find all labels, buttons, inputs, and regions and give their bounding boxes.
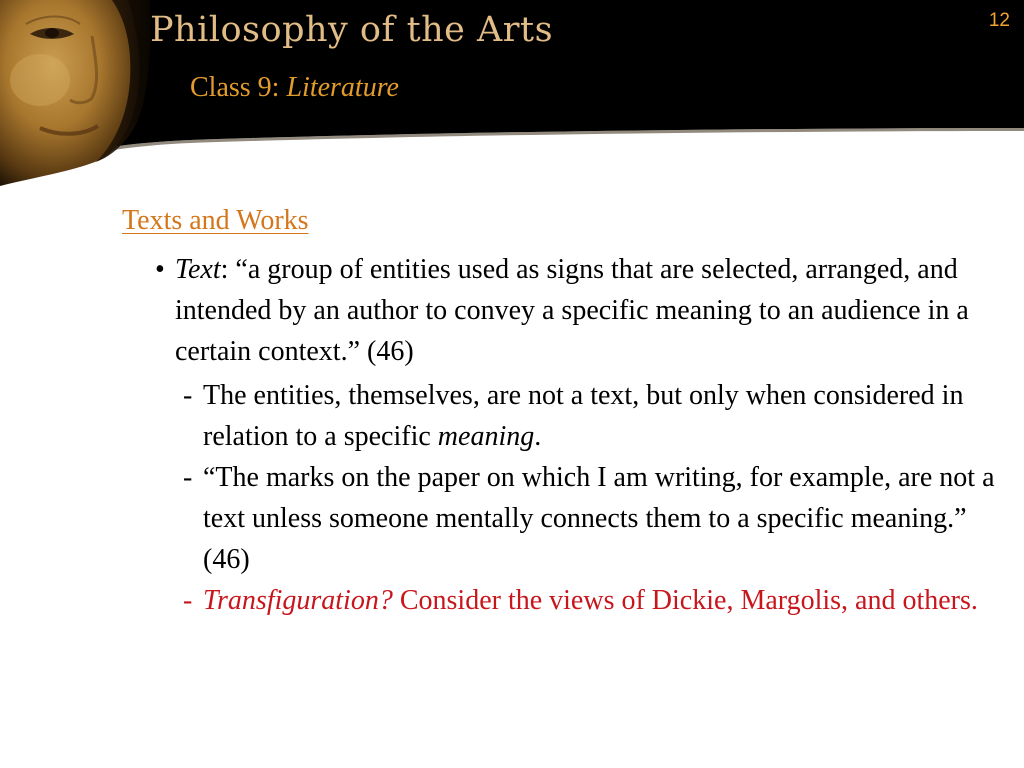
sub-point-text: The entities, themselves, are not a text, but only when considered in relation to a specific — [203, 380, 964, 452]
course-title: Philosophy of the Arts — [150, 10, 554, 50]
dash-marker: - — [183, 585, 193, 616]
sub-point-quote — [183, 457, 1013, 580]
bullet-text-definition — [155, 249, 1015, 372]
dash-marker: - — [183, 380, 193, 411]
class-subtitle — [190, 72, 399, 104]
subtitle-topic: Literature — [286, 72, 399, 103]
sub-point-body: “The marks on the paper on which I am writing, for example, are not a text unless someone mentally connects them to a specific meaning.” (46) — [203, 462, 995, 575]
sub-point-body — [183, 580, 1013, 621]
emphasis-transfiguration: Transfiguration? — [203, 585, 393, 616]
mona-lisa-face-icon — [0, 0, 151, 186]
bullet-body — [155, 249, 1015, 372]
sub-point-body — [183, 375, 1013, 457]
section-heading: Texts and Works — [122, 205, 309, 236]
sub-point-entities — [183, 375, 1013, 457]
slide-number: 12 — [988, 10, 1010, 31]
sub-point-text: Consider the views of Dickie, Margolis, and others. — [392, 585, 978, 616]
sub-point-end: . — [534, 421, 542, 452]
subtitle-prefix: Class 9: — [190, 72, 287, 103]
term-text: Text — [175, 254, 221, 285]
definition-text: : “a group of entities used as signs that are selected, arranged, and intended by an author to convey a specific meaning to an audience in a certain context.” (46) — [175, 254, 969, 367]
bullet-marker: • — [155, 254, 165, 285]
sub-point-transfiguration — [183, 580, 1013, 621]
emphasis-meaning: meaning — [437, 421, 535, 452]
dash-marker: - — [183, 462, 193, 493]
